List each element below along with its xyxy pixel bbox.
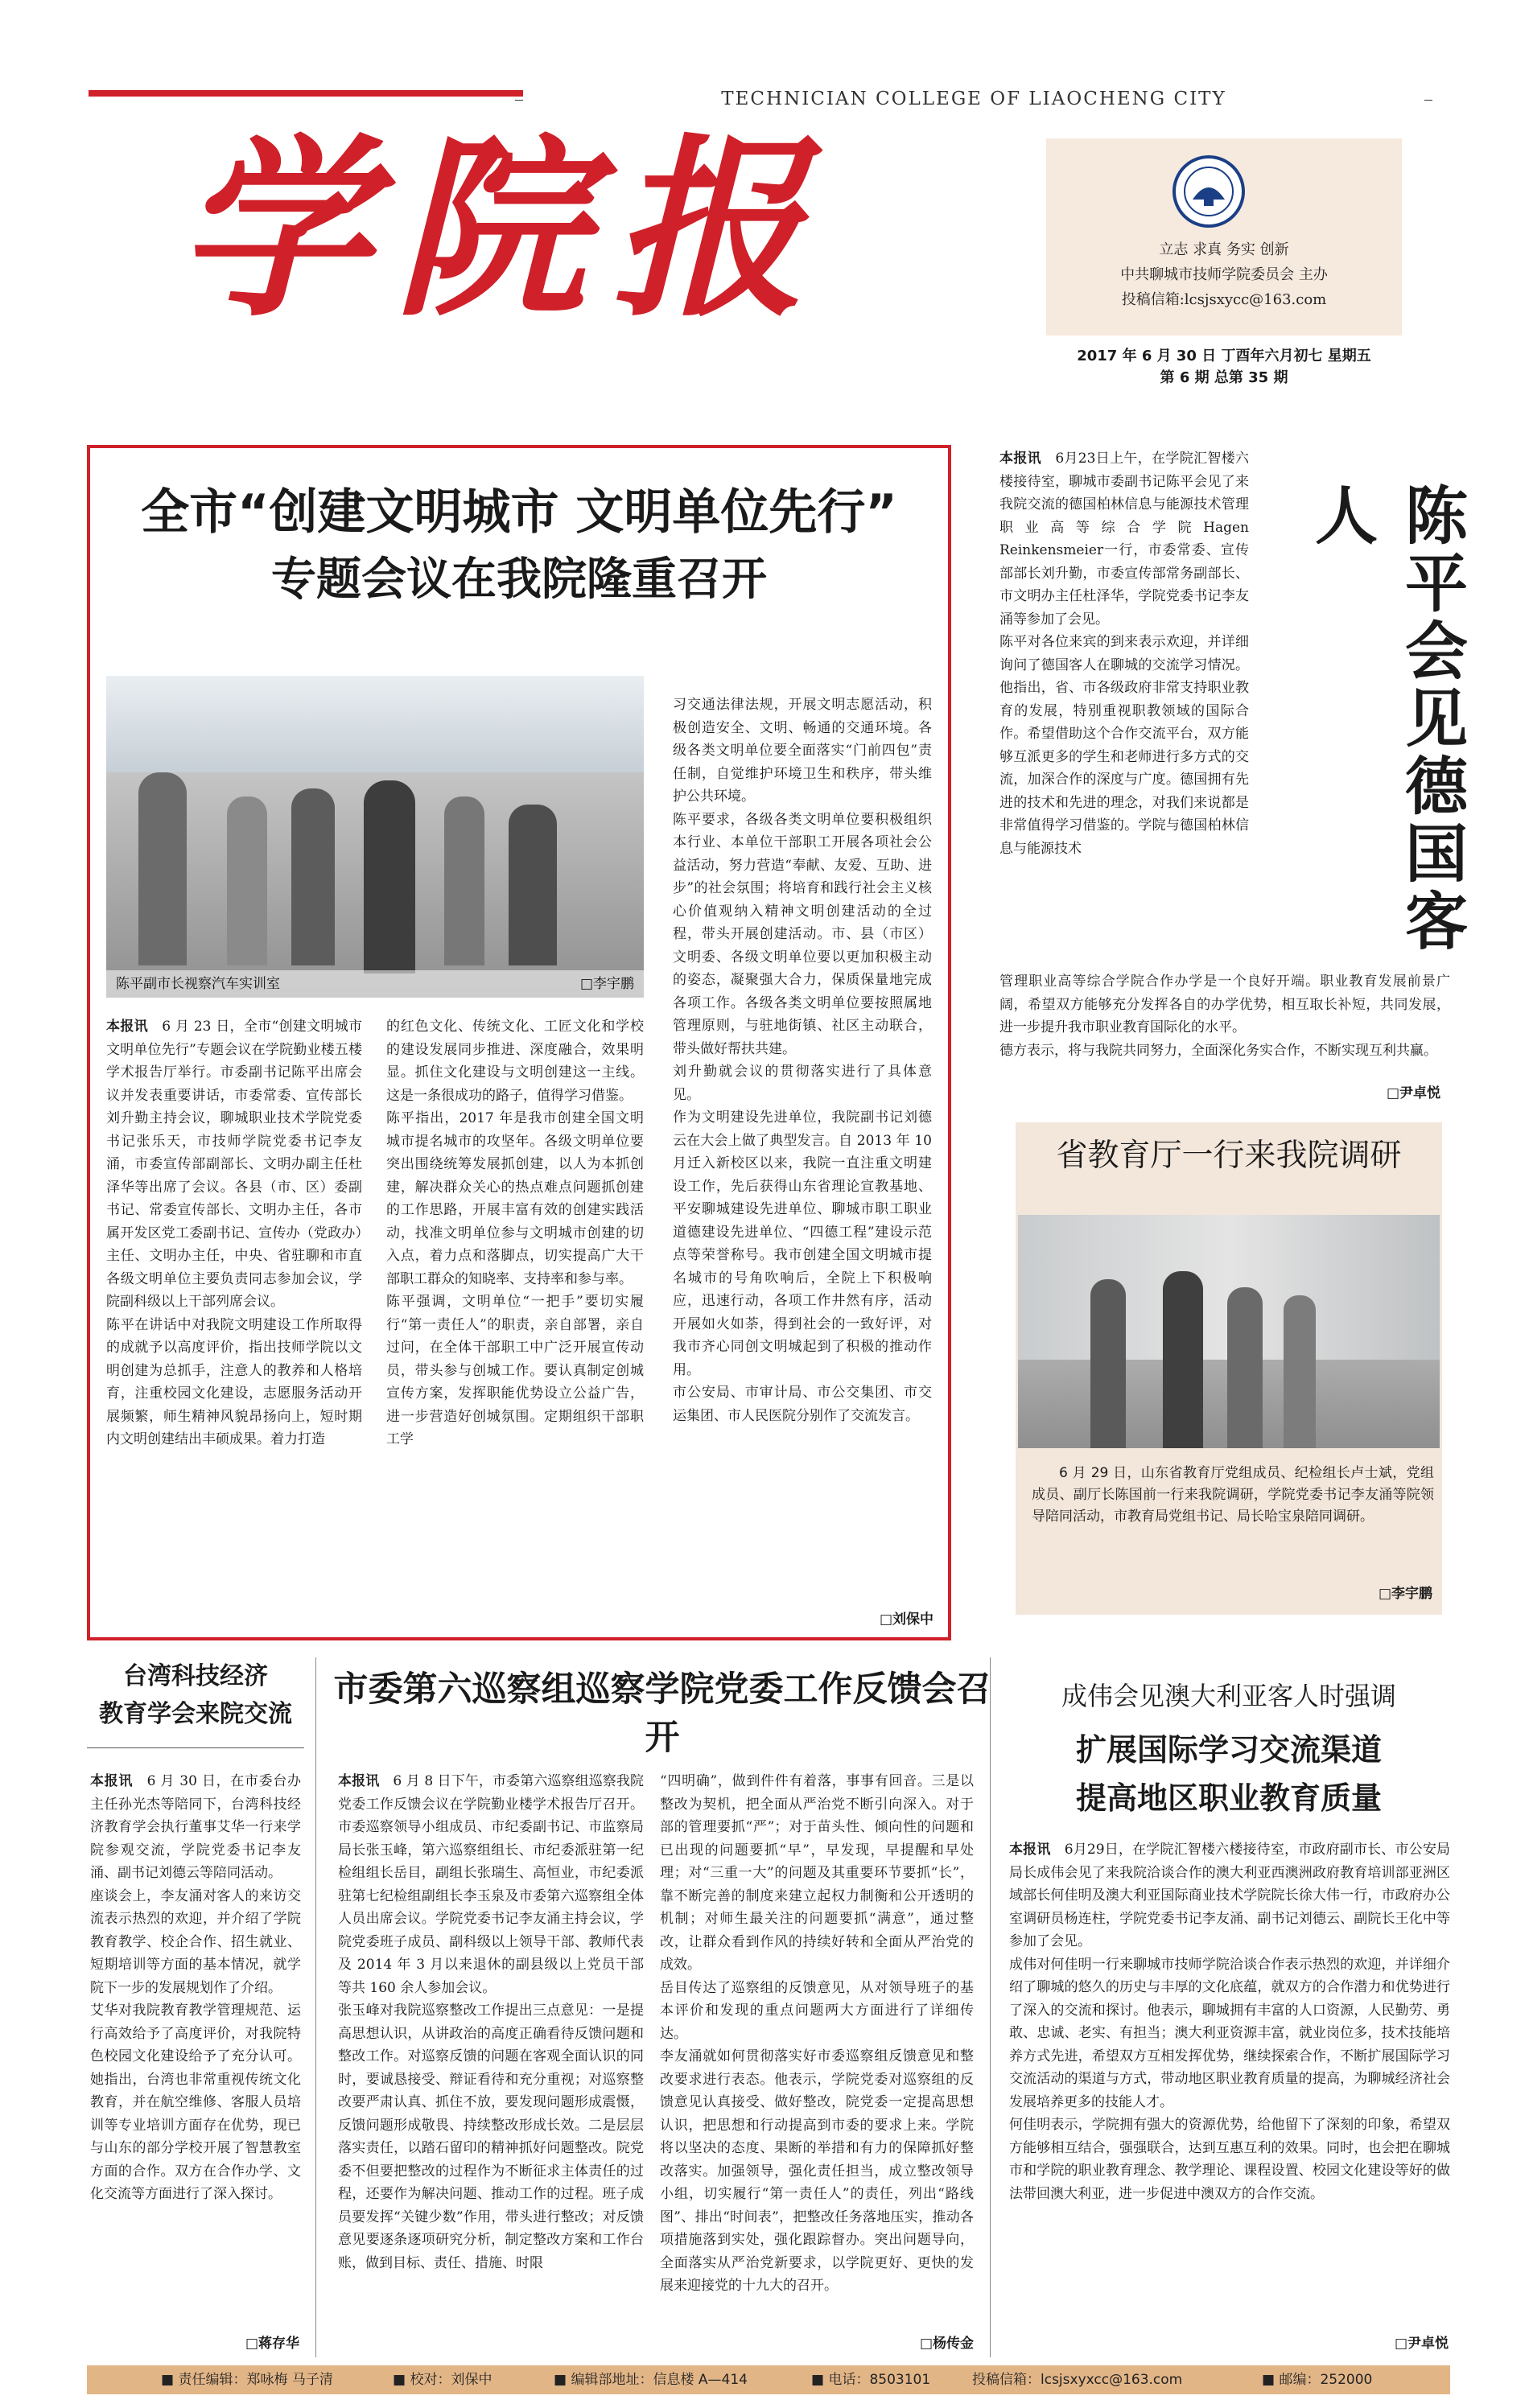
chenping-article-text-1: 6月23日上午，在学院汇智楼六楼接待室，聊城市委副书记陈平会见了来我院交流的德国柏林信息与能源技术管理职业高等综合学院Hagen Reinkensmeier一行，市委常委、宣传部部长刘升勤，市委宣传部常务副部长、市文明办主任杜泽华，学院党委书记李友涌等参加了会见。 陈平对各位来宾的到来表示欢迎，并详细询问了德国客人在聊城的交流学习情况。他指出，省、市各级政府非常支持职业教育的发展，特别重视职教领域的国际合作。希望借助这个合作交流平台，双方能够互派更多的学生和老师进行多方式的交流，加深合作的深度与广度。德国拥有先进的技术和先进的理念，对我们来说都是非常值得学习借鉴的。学院与德国柏林信息与能源技术: [999, 451, 1249, 857]
lead-photo-caption: 陈平副市长视察汽车实训室: [116, 976, 280, 992]
inspection-article-col2: [660, 1770, 974, 2341]
education-visit-title: 省教育厅一行来我院调研: [1056, 1138, 1402, 1174]
inspection-article-tag: 本报讯: [338, 1773, 380, 1789]
taiwan-article-signature: □蒋存华: [245, 2336, 299, 2352]
lead-article-title: 全市“创建文明城市 文明单位先行”: [141, 484, 897, 541]
chenping-article-col-wide: [999, 970, 1450, 1091]
lead-photo-credit: □李宇鹏: [579, 976, 634, 992]
inspection-article-signature: □杨传金: [919, 2336, 974, 2352]
australia-article-subtitle: 提高地区职业教育质量: [1075, 1780, 1382, 1816]
masthead-info-box: [1046, 138, 1402, 335]
issue-date: 2017 年 6 月 30 日 丁酉年六月初七 星期五: [1077, 348, 1371, 364]
education-visit-photo: [1018, 1215, 1440, 1448]
lead-photo-caption-bar: [106, 970, 644, 998]
lead-article-text-2: 的红色文化、传统文化、工匠文化和学校的建设发展同步推进、深度融合，效果明显。抓住文化建设与文明创建这一主线。这是一条很成功的路子，值得学习借鉴。 陈平指出，2017 年是我市创建全国文明城市提名城市的攻坚年。各级文明单位要突出围绕统筹发展抓创建，以人为本抓创建，解决群众关心的热点难点问题抓创建的工作思路，开展丰富有效的创建实践活动，找准文明单位参与文明城市创建的切入点，着力点和落脚点，切实提高广大干部职工群众的知晓率、支持率和参与率。 陈平强调，文明单位“一把手”要切实履行“第一责任人”的职责，亲自部署，亲自过问，在全体干部职工中广泛开展宣传动员，带头参与创城工作。要认真制定创城宣传方案，发挥职能优势设立公益广告，进一步营造好创城氛围。定期组织干部职工学: [386, 1019, 644, 1447]
chenping-article-title: 陈平会见德国客人: [1304, 483, 1467, 956]
australia-article-text: 6月29日，在学院汇智楼六楼接待室，市政府副市长、市公安局局长成伟会见了来我院洽谈合作的澳大利亚西澳洲政府教育培训部亚洲区域部长何佳明及澳大利亚国际商业技术学院院长徐大伟一行，市政府办公室调研员杨连柱，学院党委书记李友涌、副书记刘德云、副院长王化中等参加了会见。 成伟对何佳明一行来聊城市技师学院洽谈合作表示热烈的欢迎，并详细介绍了聊城的悠久的历史与丰厚的文化底蕴，就双方的合作潜力和优势进行了深入的交流和探讨。他表示，聊城拥有丰富的人口资源，人民勤劳、勇敢、忠诚、老实、有担当；澳大利亚资源丰富，就业岗位多，技术技能培养方式先进，希望双方互相发挥优势，继续探索合作，不断扩展国际学习交流活动的渠道与方式，带动地区职业教育质量的提高，为聊城经济社会发展培养更多的技能人才。 何佳明表示，学院拥有强大的资源优势，给他留下了深刻的印象，希望双方能够相互结合，强强联合，达到互惠互利的效果。同时，也会把在聊城市和学院的职业教育理念、教学理论、课程设置、校园文化建设等好的做法带回澳大利亚，进一步促进中澳双方的合作交流。: [1009, 1842, 1450, 2202]
chenping-article-tag: 本报讯: [999, 451, 1041, 467]
chenping-article-signature: □尹卓悦: [1386, 1085, 1440, 1101]
footer-post-text: 邮编：252000: [1279, 2372, 1373, 2388]
lead-article-signature: □刘保中: [879, 1612, 933, 1628]
taiwan-article-tag: 本报讯: [90, 1773, 133, 1789]
college-emblem-icon: [1172, 154, 1246, 228]
education-visit-signature: □李宇鹏: [1378, 1586, 1432, 1602]
chenping-article-text-2: 管理职业高等综合学院合作办学是一个良好开端。职业教育发展前景广阔，希望双方能够充分发挥各自的办学优势，相互取长补短，共同发展，进一步提升我市职业教育国际化的水平。 德方表示，将与我院共同努力，全面深化务实合作，不断实现互利共赢。: [999, 973, 1450, 1059]
taiwan-article-col: [90, 1770, 301, 2345]
lead-article-photo: [106, 676, 644, 998]
taiwan-article-subtitle: 教育学会来院交流: [99, 1700, 292, 1728]
footer-email: [972, 2365, 1182, 2394]
footer-proof-text: 校对：刘保中: [410, 2372, 492, 2388]
lead-article-text-3: 习交通法律法规，开展文明志愿活动，积极创造安全、文明、畅通的交通环境。各级各类文明单位要全面落实“门前四包”责任制，自觉维护环境卫生和秩序，带头维护公共环境。 陈平要求，各级各类文明单位要积极组织本行业、本单位干部职工开展各项社会公益活动，努力营造“奉献、友爱、互助、进步”的社会氛围；将培育和践行社会主义核心价值观纳入精神文明创建活动的全过程，带头开展创建活动。市、县（市区）文明委、各级文明单位要以更加积极主动的姿态，凝聚强大合力，保质保量地完成各项工作。各级各类文明单位要按照属地管理原则，与驻地街镇、社区主动联合，带头做好帮扶共建。 刘升勤就会议的贯彻落实进行了具体意见。 作为文明建设先进单位，我院副书记刘德云在大会上做了典型发言。自 2013 年 10 月迁入新校区以来，我院一直注重文明建设工作，先后获得山东省理论宣教基地、平安聊城建设先进单位、聊城市职工职业道德建设先进单位、“四德工程”建设示范点等荣誉称号。我市创建全国文明城市提名城市的号角吹响后，全院上下积极响应，迅速行动，各项工作井然有序，活动开展如火如荼，得到社会的一致好评，对我市齐心同创文明城起到了积极的推动作用。 市公安局、市审计局、市公交集团、市交运集团、市人民医院分别作了交流发言。: [673, 697, 932, 1424]
sponsor: 中共聊城市技师学院委员会 主办: [1120, 266, 1328, 283]
lead-article-text-1: 6 月 23 日，全市“创建文明城市 文明单位先行”专题会议在学院勤业楼五楼学术报告厅举行。市委副书记陈平出席会议并发表重要讲话，市委常委、宣传部长刘升勤主持会议，聊城职业技术学院党委书记张乐天，市技师学院党委书记李友涌，市委宣传部副部长、文明办副主任杜泽华等出席了会议。各县（市、区）委副书记、常委宣传部长、文明办主任，各市属开发区党工委副书记、宣传办（党政办）主任、文明办主任，中央、省驻聊和市直各级文明单位主要负责同志参加会议，学院副科级以上干部列席会议。 陈平在讲话中对我院文明建设工作所取得的成就予以高度评价，指出技师学院以文明创建为总抓手，注意人的教养和人格培育，注重校园文化建设，志愿服务活动开展频繁，师生精神风貌昂扬向上，短时期内文明创建结出丰硕成果。着力打造: [106, 1019, 362, 1447]
lead-article-tag: 本报讯: [106, 1019, 148, 1035]
australia-article-title: 扩展国际学习交流渠道: [1075, 1732, 1382, 1768]
inspection-article-title: 市委第六巡察组巡察学院党委工作反馈会召开: [333, 1669, 991, 1758]
column-divider-right: [990, 1657, 991, 2357]
issue-number: 第 6 期 总第 35 期: [1160, 369, 1288, 386]
newspaper-title: 学院报: [177, 116, 830, 343]
footer-proof: ■ 校对：刘保中: [393, 2372, 492, 2388]
footer-editor: ■ 责任编辑：郑咏梅 马子清: [161, 2372, 333, 2388]
lead-article-col2: [386, 1015, 644, 1619]
lead-article-subtitle: 专题会议在我院隆重召开: [271, 554, 767, 606]
inspection-article-col1: [338, 1770, 644, 2357]
australia-article-signature: □尹卓悦: [1394, 2336, 1449, 2352]
footer-phone: ■ 电话：8503101: [811, 2372, 931, 2388]
lead-article-col1: [106, 1015, 362, 1619]
chenping-article-col-narrow: [999, 447, 1249, 970]
footer-address: ■ 编辑部地址：信息楼 A—414: [554, 2372, 748, 2388]
footer-post: ■ 邮编：252000: [1262, 2372, 1373, 2388]
motto: 立志 求真 务实 创新: [1159, 241, 1289, 258]
inspection-article-text-2: “四明确”，做到件件有着落，事事有回音。三是以整改为契机，把全面从严治党不断引向深入。对于部的管理要抓“严”；对于苗头性、倾向性的问题和已出现的问题要抓“早”，早发现，早提醒和早处理；对“三重一大”的问题及其重要环节要抓“长”，靠不断完善的制度来建立起权力制衡和公开透明的机制；对师生最关注的问题要抓“满意”，通过整改，让群众看到作风的持续好转和全面从严治党的成效。 岳目传达了巡察组的反馈意见，从对领导班子的基本评价和发现的重点问题两大方面进行了详细传达。 李友涌就如何贯彻落实好市委巡察组反馈意见和整改要求进行表态。他表示，学院党委对巡察组的反馈意见认真接受、做好整改，院党委一定提高思想认识，把思想和行动提高到市委的要求上来。学院将以坚决的态度、果断的举措和有力的保障抓好整改落实。加强领导，强化责任担当，成立整改领导小组，切实履行“第一责任人”的责任，列出“路线图”、排出“时间表”，把整改任务落地压实，推动各项措施落到实处，强化跟踪督办。突出问题导向，全面落实从严治党新要求，以学院更好、更快的发展来迎接党的十九大的召开。: [660, 1773, 974, 2294]
column-divider-left: [315, 1657, 316, 2357]
lead-article-col3: [673, 694, 932, 1619]
taiwan-article-title: 台湾科技经济: [123, 1662, 268, 1690]
inspection-article-text-1: 6 月 8 日下午，市委第六巡察组巡察我院党委工作反馈会议在学院勤业楼学术报告厅召开。市委巡察领导小组成员、市纪委副书记、市监察局局长张玉峰，第六巡察组组长、市纪委派驻第一纪检组组长岳目，副组长张瑞生、高恒业，市纪委派驻第七纪检组副组长李玉泉及市委第六巡察组全体人员出席会议。学院党委书记李友涌主持会议，学院党委班子成员、副科级以上领导干部、教师代表及 2014 年 3 月以来退休的副县级以上党员干部等共 160 余人参加会议。 张玉峰对我院巡察整改工作提出三点意见：一是提高思想认识，从讲政治的高度正确看待反馈问题和整改工作。对巡察反馈的问题在客观全面认识的同时，要诚恳接受、辩证看待和充分重视；对巡察整改要严肃认真、抓住不放，要发现问题形成震慑，反馈问题形成敬畏、持续整改形成长效。二是层层落实责任，以踏石留印的精神抓好问题整改。院党委不但要把整改的过程作为不断征求主体责任的过程，还要作为解决问题、推动工作的过程。班子成员要发挥“关键少数”作用，带头进行整改；对反馈意见要逐条逐项研究分析，制定整改方案和工作台账，做到目标、责任、措施、时限: [338, 1773, 644, 2271]
education-visit-caption-wrap: [1032, 1463, 1434, 1591]
footer-editor-text: 责任编辑：郑咏梅 马子清: [178, 2372, 333, 2388]
english-name: TECHNICIAN COLLEGE OF LIAOCHENG CITY: [523, 85, 1424, 113]
footer-email-text: 投稿信箱：lcsjsxyxcc@163.com: [972, 2372, 1183, 2388]
education-visit-caption: 6 月 29 日，山东省教育厅党组成员、纪检组长卢士斌，党组成员、副厅长陈国前一行来我院调研，学院党委书记李友涌等院领导陪同活动，市教育局党组书记、局长哈宝泉陪同调研。: [1032, 1465, 1434, 1525]
masthead-email: 投稿信箱:lcsjsxycc@163.com: [1121, 291, 1327, 308]
footer-address-text: 编辑部地址：信息楼 A—414: [571, 2372, 748, 2388]
australia-article-pretitle: 成伟会见澳大利亚客人时强调: [1061, 1681, 1396, 1711]
footer-phone-text: 电话：8503101: [828, 2372, 931, 2388]
footer-bar: [87, 2365, 1450, 2394]
australia-article-col: [1009, 1838, 1450, 2345]
taiwan-title-rule: [87, 1747, 304, 1748]
taiwan-article-text: 6 月 30 日，在市委台办主任孙光杰等陪同下，台湾科技经济教育学会执行董事艾华一行来学院参观交流，学院党委书记李友涌、副书记刘德云等陪同活动。 座谈会上，李友涌对客人的来访交流表示热烈的欢迎，并介绍了学院教育教学、校企合作、招生就业、短期培训等方面的基本情况，就学院下一步的发展规划作了介绍。 艾华对我院教育教学管理规范、运行高效给予了高度评价，对我院特色校园文化建设给予了充分认可。她指出，台湾也非常重视传统文化教育，并在航空维修、客服人员培训等专业培训方面存在优势，现已与山东的部分学校开展了智慧教室方面的合作。双方在合作办学、文化交流等方面进行了深入探讨。: [90, 1773, 301, 2202]
australia-article-tag: 本报讯: [1009, 1842, 1051, 1858]
